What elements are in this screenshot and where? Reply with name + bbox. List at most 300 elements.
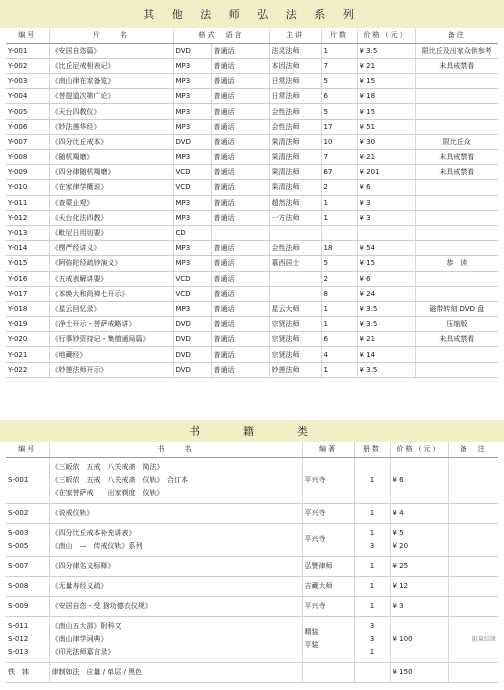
item-format: DVD <box>173 362 211 377</box>
item-language: 普通话 <box>211 89 269 104</box>
item-code: Y-007 <box>6 134 49 149</box>
header-code: 编号 <box>6 28 49 43</box>
book-code <box>6 523 49 556</box>
item-title: 《五戒表解讲要》 <box>49 271 173 286</box>
table-header-row <box>6 28 498 43</box>
book-code-line: S-012 <box>8 634 29 643</box>
header-price: 价格（元） <box>357 28 415 43</box>
table-row <box>6 43 498 58</box>
item-price: ¥ 3.5 <box>357 362 415 377</box>
table-row <box>6 286 498 301</box>
item-price: ¥ 15 <box>357 104 415 119</box>
item-price: ¥ 15 <box>357 74 415 89</box>
item-price: ¥ 201 <box>357 165 415 180</box>
item-price <box>357 225 415 240</box>
table-row <box>6 503 498 523</box>
item-note: 未具戒禁看 <box>415 58 498 73</box>
item-format: VCD <box>173 180 211 195</box>
item-count: 7 <box>321 58 357 73</box>
book-price: ¥ 25 <box>390 556 448 576</box>
book-code <box>6 616 49 662</box>
item-speaker: 果清法师 <box>269 134 321 149</box>
book-code-line: S-005 <box>8 541 29 550</box>
header-format-language: 格式 语言 <box>173 28 269 43</box>
book-note <box>448 596 498 616</box>
item-code: Y-014 <box>6 241 49 256</box>
book-title <box>49 523 302 556</box>
item-speaker: 宗贤法师 <box>269 317 321 332</box>
table-row <box>6 134 498 149</box>
item-code: Y-020 <box>6 332 49 347</box>
section-title-books: 书 籍 类 <box>0 420 504 442</box>
book-code-line: S-013 <box>8 647 29 656</box>
item-title: 《在家律学概说》 <box>49 180 173 195</box>
item-price: ¥ 15 <box>357 256 415 271</box>
item-count: 2 <box>321 180 357 195</box>
item-count: 6 <box>321 89 357 104</box>
item-note <box>415 74 498 89</box>
book-title-line: 《南山 — 传戒仪轨》系列 <box>51 541 143 550</box>
item-title: 《天台化法四教》 <box>49 210 173 225</box>
item-title: 《地藏经》 <box>49 347 173 362</box>
item-code: Y-011 <box>6 195 49 210</box>
item-title: 《安居自恣篇》 <box>49 43 173 58</box>
item-code: Y-021 <box>6 347 49 362</box>
book-note <box>448 523 498 556</box>
item-title: 《毗尼日用切要》 <box>49 225 173 240</box>
item-title: 《阿弥陀经疏钞演义》 <box>49 256 173 271</box>
item-count: 7 <box>321 150 357 165</box>
item-count: 18 <box>321 241 357 256</box>
header-speaker: 主讲 <box>269 28 321 43</box>
book-code: S-009 <box>6 596 49 616</box>
item-code: Y-010 <box>6 180 49 195</box>
table-row <box>6 271 498 286</box>
item-price: ¥ 3.5 <box>357 317 415 332</box>
item-format: VCD <box>173 286 211 301</box>
item-format: MP3 <box>173 256 211 271</box>
book-editor: 吉藏大师 <box>302 576 354 596</box>
header-code: 编号 <box>6 442 49 457</box>
table-row <box>6 457 498 503</box>
table-row <box>6 165 498 180</box>
book-price: ¥ 100 <box>390 616 448 662</box>
item-format: MP3 <box>173 210 211 225</box>
item-speaker <box>269 286 321 301</box>
item-note <box>415 89 498 104</box>
item-title: 《行事钞资持记・集僧通局篇》 <box>49 332 173 347</box>
item-price: ¥ 14 <box>357 347 415 362</box>
item-language: 普通话 <box>211 256 269 271</box>
item-note: 磁带转刻 DVD 盘 <box>415 301 498 316</box>
item-title: 《四分比丘戒本》 <box>49 134 173 149</box>
book-title-line: 《四分律名义标释》 <box>51 561 115 570</box>
book-volumes <box>354 616 390 662</box>
book-code: 铁 钵 <box>6 662 49 682</box>
item-format: VCD <box>173 165 211 180</box>
item-code: Y-015 <box>6 256 49 271</box>
header-price: 价格（元） <box>390 442 448 457</box>
item-title: 《天台四教仪》 <box>49 104 173 119</box>
book-volumes: 1 <box>354 596 390 616</box>
book-editor: 平兴寺 <box>302 596 354 616</box>
item-format: DVD <box>173 317 211 332</box>
item-note: 压缩版 <box>415 317 498 332</box>
item-code: Y-003 <box>6 74 49 89</box>
book-price: ¥ 3 <box>390 596 448 616</box>
item-code: Y-017 <box>6 286 49 301</box>
table-row <box>6 256 498 271</box>
header-note: 备注 <box>415 28 498 43</box>
book-editor: 平兴寺 <box>302 457 354 503</box>
item-note <box>415 104 498 119</box>
item-format: MP3 <box>173 150 211 165</box>
item-speaker: 宗贤法师 <box>269 332 321 347</box>
item-title: 《妙法莲华经》 <box>49 119 173 134</box>
header-note: 备 注 <box>448 442 498 457</box>
item-format: DVD <box>173 347 211 362</box>
item-note <box>415 241 498 256</box>
item-note <box>415 271 498 286</box>
book-title <box>49 457 302 503</box>
item-title: 《菩提道次第广论》 <box>49 89 173 104</box>
item-count: 1 <box>321 317 357 332</box>
book-code: S-008 <box>6 576 49 596</box>
item-count: 8 <box>321 286 357 301</box>
item-code: Y-005 <box>6 104 49 119</box>
item-language: 普通话 <box>211 286 269 301</box>
book-volumes-line: 3 <box>369 634 375 643</box>
item-code: Y-018 <box>6 301 49 316</box>
item-count <box>321 225 357 240</box>
item-title: 《比丘尼戒相表记》 <box>49 58 173 73</box>
item-format: MP3 <box>173 58 211 73</box>
item-count: 2 <box>321 271 357 286</box>
item-format: MP3 <box>173 195 211 210</box>
item-count: 4 <box>321 347 357 362</box>
book-code-line: S-003 <box>8 528 29 537</box>
item-speaker: 会性法师 <box>269 241 321 256</box>
item-format: MP3 <box>173 104 211 119</box>
item-language: 普通话 <box>211 134 269 149</box>
table-row <box>6 301 498 316</box>
item-count: 1 <box>321 195 357 210</box>
item-code: Y-009 <box>6 165 49 180</box>
book-title <box>49 662 302 682</box>
book-editor-line: 精装 <box>304 628 319 636</box>
item-language <box>211 225 269 240</box>
item-language: 普通话 <box>211 119 269 134</box>
item-note: 未具戒禁看 <box>415 150 498 165</box>
book-title-line: 《三皈依 五戒 八关戒斋 简法》 <box>51 462 164 471</box>
item-title: 《随机羯磨》 <box>49 150 173 165</box>
item-speaker <box>269 225 321 240</box>
item-price: ¥ 21 <box>357 150 415 165</box>
book-note <box>448 503 498 523</box>
item-format: MP3 <box>173 74 211 89</box>
table-row <box>6 241 498 256</box>
book-title-line: 《南山五大部》附科文 <box>51 621 122 630</box>
item-title: 《本焕大和尚禅七开示》 <box>49 286 173 301</box>
book-editor: 弘赞律师 <box>302 556 354 576</box>
book-title-line: 《说戒仪轨》 <box>51 508 94 517</box>
book-title-line: 《印光法师嘉言录》 <box>51 647 115 656</box>
book-price: ¥ 150 <box>390 662 448 682</box>
item-code: Y-013 <box>6 225 49 240</box>
table-row <box>6 104 498 119</box>
item-speaker: 超然法师 <box>269 195 321 210</box>
item-speaker: 果清法师 <box>269 165 321 180</box>
section-title-dharma-series: 其 他 法 师 弘 法 系 列 <box>0 0 504 28</box>
item-note <box>415 362 498 377</box>
item-language: 普通话 <box>211 58 269 73</box>
item-language: 普通话 <box>211 271 269 286</box>
item-count: 1 <box>321 301 357 316</box>
item-language: 普通话 <box>211 317 269 332</box>
book-title-line: 《南山律学词典》 <box>51 634 108 643</box>
item-note <box>415 195 498 210</box>
table-row <box>6 332 498 347</box>
item-format: DVD <box>173 332 211 347</box>
item-price: ¥ 3.5 <box>357 43 415 58</box>
item-format: MP3 <box>173 119 211 134</box>
book-code-line: S-011 <box>8 621 29 630</box>
item-language: 普通话 <box>211 165 269 180</box>
book-price: ¥ 4 <box>390 503 448 523</box>
item-note <box>415 180 498 195</box>
item-language: 普通话 <box>211 150 269 165</box>
item-language: 普通话 <box>211 362 269 377</box>
item-title: 《星云回忆录》 <box>49 301 173 316</box>
item-code: Y-002 <box>6 58 49 73</box>
item-language: 普通话 <box>211 180 269 195</box>
table-row <box>6 195 498 210</box>
table-row <box>6 89 498 104</box>
table-row <box>6 317 498 332</box>
book-title-line: 《无量寿经义疏》 <box>51 581 108 590</box>
table-row <box>6 556 498 576</box>
book-volumes: 1 <box>354 556 390 576</box>
item-title: 《南山律在家备览》 <box>49 74 173 89</box>
item-title: 《妙莲法师开示》 <box>49 362 173 377</box>
table-row <box>6 225 498 240</box>
item-price: ¥ 6 <box>357 180 415 195</box>
item-price: ¥ 54 <box>357 241 415 256</box>
table-header-row <box>6 442 498 457</box>
item-language: 普通话 <box>211 347 269 362</box>
item-note: 限比丘及出家众供参考 <box>415 43 498 58</box>
book-editor: 平兴寺 <box>302 523 354 556</box>
book-price: ¥ 6 <box>390 457 448 503</box>
book-title-line: 《安居自恣・受 捨功德衣仪规》 <box>51 601 152 610</box>
item-count: 67 <box>321 165 357 180</box>
item-speaker: 法灵法师 <box>269 43 321 58</box>
table-row <box>6 616 498 662</box>
table-row <box>6 210 498 225</box>
item-code: Y-001 <box>6 43 49 58</box>
item-code: Y-016 <box>6 271 49 286</box>
book-code: S-001 <box>6 457 49 503</box>
item-note: 限比丘众 <box>415 134 498 149</box>
header-title: 片 名 <box>49 28 173 43</box>
table-row <box>6 662 498 682</box>
item-speaker: 会性法师 <box>269 119 321 134</box>
book-volumes: 1 <box>354 576 390 596</box>
item-note <box>415 347 498 362</box>
item-speaker <box>269 271 321 286</box>
item-code: Y-006 <box>6 119 49 134</box>
item-speaker: 一方法师 <box>269 210 321 225</box>
book-note <box>448 662 498 682</box>
table-row <box>6 523 498 556</box>
table-row <box>6 150 498 165</box>
item-price: ¥ 30 <box>357 134 415 149</box>
book-price <box>390 523 448 556</box>
item-language: 普通话 <box>211 332 269 347</box>
table-row <box>6 119 498 134</box>
item-speaker: 果清法师 <box>269 180 321 195</box>
item-count: 1 <box>321 43 357 58</box>
book-code: S-007 <box>6 556 49 576</box>
item-price: ¥ 51 <box>357 119 415 134</box>
item-note: 未具戒禁看 <box>415 332 498 347</box>
book-title <box>49 616 302 662</box>
table-row <box>6 362 498 377</box>
book-price: ¥ 12 <box>390 576 448 596</box>
book-title-line: 《三皈依 五戒 八关戒斋 仪轨》 合订本 <box>51 475 188 484</box>
item-speaker: 日常法师 <box>269 74 321 89</box>
book-volumes-line: 3 <box>369 541 375 550</box>
header-editor: 编著 <box>302 442 354 457</box>
item-note: 恭 读 <box>415 256 498 271</box>
item-price: ¥ 24 <box>357 286 415 301</box>
books-table <box>6 442 498 683</box>
item-count: 5 <box>321 74 357 89</box>
item-speaker: 本因法师 <box>269 58 321 73</box>
book-title <box>49 556 302 576</box>
item-language: 普通话 <box>211 43 269 58</box>
item-language: 普通话 <box>211 195 269 210</box>
item-speaker: 妙莲法师 <box>269 362 321 377</box>
item-format: DVD <box>173 43 211 58</box>
item-format: MP3 <box>173 301 211 316</box>
table-row <box>6 180 498 195</box>
table-row <box>6 347 498 362</box>
item-count: 1 <box>321 362 357 377</box>
header-book-title: 书 名 <box>49 442 302 457</box>
item-price: ¥ 3 <box>357 210 415 225</box>
book-note <box>448 576 498 596</box>
item-code: Y-004 <box>6 89 49 104</box>
book-volumes-line: 1 <box>369 647 375 656</box>
table-row <box>6 58 498 73</box>
table-row <box>6 74 498 89</box>
book-editor: 平兴寺 <box>302 503 354 523</box>
item-price: ¥ 21 <box>357 332 415 347</box>
book-note: 限量结缘 <box>448 616 498 662</box>
table-row <box>6 596 498 616</box>
item-speaker: 日常法师 <box>269 89 321 104</box>
item-format: CD <box>173 225 211 240</box>
item-speaker: 慕西居士 <box>269 256 321 271</box>
header-volumes: 册数 <box>354 442 390 457</box>
book-volumes <box>354 662 390 682</box>
item-speaker: 星云大师 <box>269 301 321 316</box>
item-code: Y-008 <box>6 150 49 165</box>
item-language: 普通话 <box>211 74 269 89</box>
item-price: ¥ 3.5 <box>357 301 415 316</box>
item-title: 《四分律随机羯磨》 <box>49 165 173 180</box>
item-language: 普通话 <box>211 301 269 316</box>
item-count: 6 <box>321 332 357 347</box>
item-price: ¥ 18 <box>357 89 415 104</box>
item-language: 普通话 <box>211 210 269 225</box>
item-note <box>415 225 498 240</box>
book-editor <box>302 662 354 682</box>
item-note <box>415 286 498 301</box>
book-code: S-002 <box>6 503 49 523</box>
item-note: 未具戒禁看 <box>415 165 498 180</box>
book-editor-line: 平装 <box>304 641 319 649</box>
item-price: ¥ 3 <box>357 195 415 210</box>
item-format: DVD <box>173 134 211 149</box>
book-volumes-line: 1 <box>369 528 375 537</box>
item-count: 10 <box>321 134 357 149</box>
item-count: 1 <box>321 210 357 225</box>
item-count: 17 <box>321 119 357 134</box>
book-volumes: 1 <box>354 457 390 503</box>
item-price: ¥ 21 <box>357 58 415 73</box>
book-title-line: 《在家菩萨戒 出家剃度 仪轨》 <box>51 488 164 497</box>
item-format: VCD <box>173 271 211 286</box>
book-volumes-line: 3 <box>369 621 375 630</box>
item-title: 《查蒙止观》 <box>49 195 173 210</box>
item-speaker: 宗贤法师 <box>269 347 321 362</box>
book-volumes <box>354 523 390 556</box>
book-price-line: ¥ 20 <box>392 541 409 550</box>
item-count: 5 <box>321 256 357 271</box>
item-note <box>415 210 498 225</box>
header-count: 片数 <box>321 28 357 43</box>
book-title <box>49 596 302 616</box>
item-format: MP3 <box>173 89 211 104</box>
book-note <box>448 457 498 503</box>
book-price-line: ¥ 5 <box>392 528 404 537</box>
book-editor <box>302 616 354 662</box>
item-format: MP3 <box>173 241 211 256</box>
item-speaker: 果清法师 <box>269 150 321 165</box>
book-title <box>49 576 302 596</box>
item-code: Y-012 <box>6 210 49 225</box>
dharma-series-table <box>6 28 498 378</box>
item-code: Y-019 <box>6 317 49 332</box>
item-language: 普通话 <box>211 104 269 119</box>
table-row <box>6 576 498 596</box>
item-count: 5 <box>321 104 357 119</box>
book-title-line: 律制如法 应量 / 单层 / 黑色 <box>51 667 143 676</box>
book-note <box>448 556 498 576</box>
item-note <box>415 119 498 134</box>
item-price: ¥ 6 <box>357 271 415 286</box>
item-title: 《楞严经讲义》 <box>49 241 173 256</box>
item-title: 《净土开示・菩萨戒略讲》 <box>49 317 173 332</box>
book-volumes: 1 <box>354 503 390 523</box>
item-code: Y-022 <box>6 362 49 377</box>
item-speaker: 会性法师 <box>269 104 321 119</box>
book-title <box>49 503 302 523</box>
item-language: 普通话 <box>211 241 269 256</box>
book-title-line: 《四分比丘戒本补充讲表》 <box>51 528 136 537</box>
